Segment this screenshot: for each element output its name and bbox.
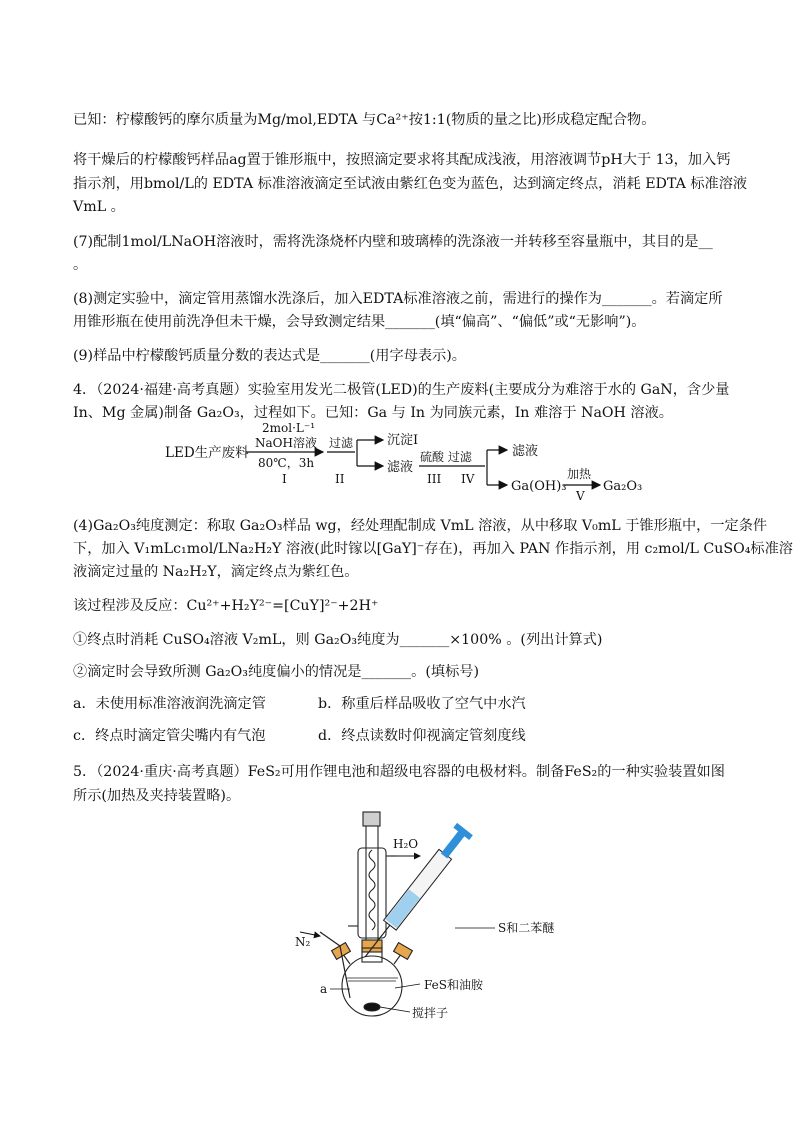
question-7-line-2: 。	[73, 257, 88, 273]
label-stirrer: 搅拌子	[412, 1006, 449, 1020]
question-5-stem-line-2: 所示(加热及夹持装置略)。	[73, 788, 241, 804]
label-water: H₂O	[393, 837, 419, 851]
flow-start: LED生产废料	[165, 445, 249, 461]
reaction-equation: 该过程涉及反应：Cu²⁺+H₂Y²⁻=[CuY]²⁻+2H⁺	[73, 598, 379, 614]
flow-product: Ga₂O₃	[603, 479, 643, 494]
flow-step-5: V	[576, 489, 585, 503]
question-7-line-1: (7)配制1mol/LNaOH溶液时，需将洗涤烧杯内壁和玻璃棒的洗涤液一并转移至容量瓶中，其目的是__	[73, 234, 713, 250]
question-5-stem-line-1: 5．（2024·重庆·高考真题）FeS₂可用作锂电池和超级电容器的电极材料。制备FeS₂的一种实验装置如图	[73, 764, 725, 780]
question-8-line-1: (8)测定实验中，滴定管用蒸馏水洗涤后，加入EDTA标准溶液之前，需进行的操作为_______。若滴定所	[73, 291, 723, 307]
option-a: a．未使用标准溶液润洗滴定管	[73, 696, 266, 712]
question-4-stem-line-1: 4．（2024·福建·高考真题）实验室用发光二极管(LED)的生产废料(主要成分为难溶于水的 GaN，含少量	[73, 382, 730, 398]
flow-filtrate-2: 滤液	[512, 444, 539, 459]
flow-step-4: IV	[461, 472, 475, 486]
procedure-line-2: 指示剂，用bmol/L的 EDTA 标准溶液滴定至试液由紫红色变为蓝色，达到滴定终点，消耗 EDTA 标准溶液	[73, 176, 748, 192]
flask-pointer	[395, 984, 420, 988]
flow-step-2: II	[335, 472, 345, 486]
flow-reagent-concentration: 2mol·L⁻¹	[262, 421, 316, 435]
label-syringe: S和二苯醚	[498, 921, 555, 935]
flow-step-1: I	[282, 472, 287, 486]
question-8-line-2: 用锥形瓶在使用前洗净但未干燥，会导致测定结果_______(填“偏高”、“偏低”或“无影响”)。	[73, 314, 646, 330]
three-neck-flask	[332, 943, 413, 1016]
flow-reagent: NaOH溶液	[255, 436, 317, 450]
flow-precipitate: 沉淀I	[387, 433, 419, 448]
sub-question-1: ①终点时消耗 CuSO₄溶液 V₂mL，则 Ga₂O₃纯度为_______×100% 。(列出计算式)	[73, 632, 603, 648]
option-d: d．终点读数时仰视滴定管刻度线	[318, 728, 526, 744]
part-4-line-2: 下，加入 V₁mLc₁mol/LNa₂H₂Y 溶液(此时镓以[GaY]⁻存在)，再加入 PAN 作指示剂，用 c₂mol/L CuSO₄标准溶	[73, 541, 793, 557]
part-4-line-3: 液滴定过量的 Na₂H₂Y，滴定终点为紫红色。	[73, 564, 359, 580]
flow-condition: 80℃，3h	[258, 456, 315, 470]
label-a: a	[320, 982, 328, 996]
part-4-line-1: (4)Ga₂O₃纯度测定：称取 Ga₂O₃样品 wg，经处理配制成 VmL 溶液，从中移取 V₀mL 于锥形瓶中，一定条件	[73, 518, 768, 534]
flow-step-3: III	[427, 472, 442, 486]
option-c: c．终点时滴定管尖嘴内有气泡	[73, 728, 266, 744]
process-flow-diagram	[0, 420, 800, 505]
flow-acid-filter: 硫酸 过滤	[420, 450, 472, 464]
known-info: 已知：柠檬酸钙的摩尔质量为Mg/mol,EDTA 与Ca²⁺按1:1(物质的量之比)形成稳定配合物。	[73, 112, 656, 128]
flow-filter: 过滤	[329, 436, 354, 450]
sub-question-2: ②滴定时会导致所测 Ga₂O₃纯度偏小的情况是_______。(填标号)	[73, 664, 479, 680]
flow-heat: 加热	[567, 467, 592, 481]
condenser	[348, 812, 396, 952]
flow-filtrate: 滤液	[387, 460, 414, 475]
question-4-stem-line-2: In、Mg 金属)制备 Ga₂O₃，过程如下。已知：Ga 与 In 为同族元素，In 难溶于 NaOH 溶液。	[73, 405, 673, 421]
stirrer-pointer	[380, 1007, 410, 1012]
label-gas: N₂	[295, 935, 311, 949]
option-b: b．称重后样品吸收了空气中水汽	[318, 696, 526, 712]
procedure-line-1: 将干燥后的柠檬酸钙样品ag置于锥形瓶中，按照滴定要求将其配成浅液，用溶液调节pH大于 13，加入钙	[73, 152, 731, 168]
procedure-line-3: VmL 。	[73, 199, 125, 215]
apparatus-diagram	[0, 808, 800, 1028]
flow-hydroxide: Ga(OH)₃	[511, 479, 567, 494]
question-9: (9)样品中柠檬酸钙质量分数的表达式是_______(用字母表示)。	[73, 348, 466, 364]
label-flask: FeS和油胺	[424, 978, 483, 992]
